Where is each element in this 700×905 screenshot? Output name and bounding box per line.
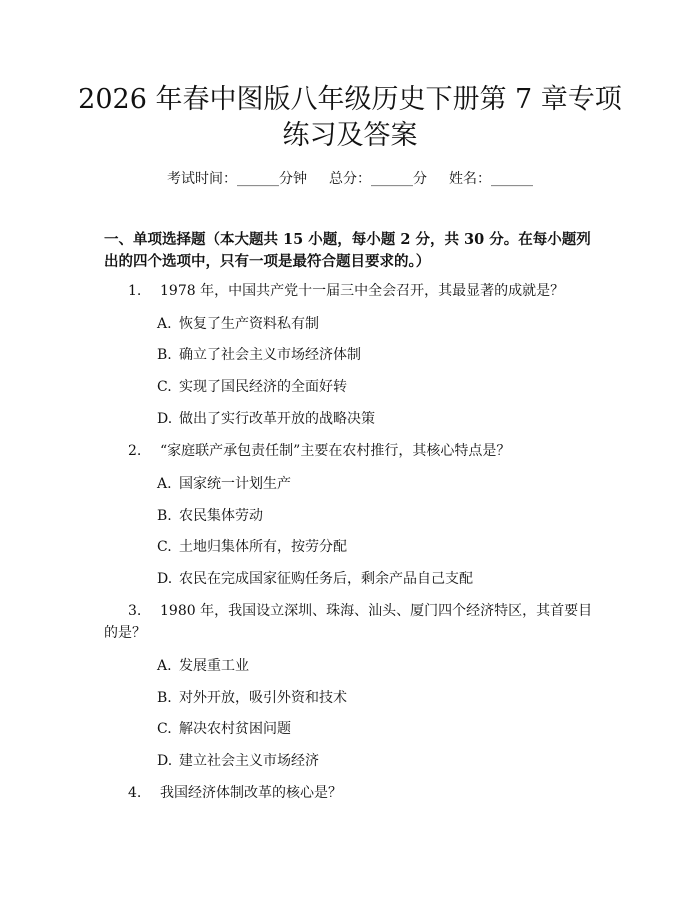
option-a: A. 恢复了生产资料私有制 — [157, 316, 319, 332]
exam-meta — [0, 170, 700, 188]
question-number: 2. — [128, 443, 142, 459]
title-line-2: 练习及答案 — [282, 120, 418, 151]
section-heading: 一、单项选择题（本大题共 15 小题，每小题 2 分，共 30 分。在每小题列出的四个选项中，只有一项是最符合题目要求的。） — [104, 231, 591, 270]
option-c: C. 土地归集体所有，按劳分配 — [157, 539, 347, 555]
title-line-1: 2026 年春中图版八年级历史下册第 7 章专项 — [78, 84, 622, 115]
option-a: A. 发展重工业 — [157, 658, 249, 674]
option-b: B. 对外开放，吸引外资和技术 — [157, 690, 347, 706]
exam-score-label: 总分：______分 — [329, 171, 427, 187]
question-number: 4. — [128, 785, 142, 801]
option-a: A. 国家统一计划生产 — [157, 476, 291, 492]
document-title — [60, 82, 640, 154]
option-d: D. 建立社会主义市场经济 — [157, 753, 319, 769]
question-stem: “家庭联产承包责任制”主要在农村推行，其核心特点是？ — [160, 443, 511, 459]
option-d: D. 做出了实行改革开放的战略决策 — [157, 411, 375, 427]
question-stem: 1978 年，中国共产党十一届三中全会召开，其最显著的成就是？ — [160, 283, 565, 299]
option-b: B. 确立了社会主义市场经济体制 — [157, 347, 361, 363]
option-d: D. 农民在完成国家征购任务后，剩余产品自己支配 — [157, 571, 473, 587]
question-number: 1. — [128, 283, 142, 299]
exam-name-label: 姓名：______ — [449, 171, 533, 187]
option-b: B. 农民集体劳动 — [157, 508, 263, 524]
question-stem: 1980 年，我国设立深圳、珠海、汕头、厦门四个经济特区，其首要目的是？ — [104, 603, 593, 641]
question-stem: 我国经济体制改革的核心是？ — [160, 785, 342, 801]
option-c: C. 实现了国民经济的全面好转 — [157, 379, 347, 395]
question-number: 3. — [128, 603, 142, 619]
exam-time-label: 考试时间：______分钟 — [167, 171, 307, 187]
option-c: C. 解决农村贫困问题 — [157, 721, 291, 737]
